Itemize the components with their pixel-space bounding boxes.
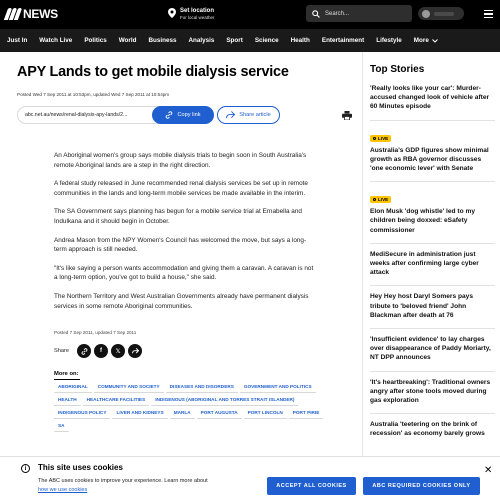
article-paragraph: The SA Government says planning has begun for a mobile service trial at Ernabella and Indulkana and it should begin in October. [54, 208, 302, 225]
accept-all-cookies-button[interactable]: ACCEPT ALL COOKIES [267, 477, 356, 495]
share-arrow-icon[interactable] [128, 344, 142, 358]
cookie-text: The ABC uses cookies to improve your experience. Learn more about [38, 478, 208, 484]
more-on-underline [54, 379, 80, 380]
story-title[interactable]: 'Really looks like your car': Murder-accused changed look of vehicle after 60 Minutes episode [370, 85, 490, 111]
top-stories-list [370, 84, 495, 447]
topic-tag[interactable]: HEALTHCARE FACILITIES [83, 394, 150, 406]
copy-link-label: Copy link [177, 112, 201, 118]
account-name-placeholder [434, 12, 454, 16]
topic-tag[interactable]: MARLA [170, 407, 195, 419]
live-badge: LIVE [370, 196, 391, 203]
search-input[interactable] [306, 5, 412, 22]
story-title[interactable]: Australia's GDP figures show minimal growth as RBA governor discusses 'one economic lever' with Senate [370, 146, 489, 173]
nav-more-label: More [413, 37, 429, 44]
nav-item-watch-live[interactable]: Watch Live [39, 37, 73, 44]
article-paragraph: The Northern Territory and West Australian Governments already have permanent dialysis services in some remote Aboriginal communities. [54, 292, 309, 310]
topic-tag[interactable]: PORT PIRIE [289, 407, 324, 419]
main-nav [0, 29, 500, 52]
copy-link-icon[interactable] [77, 344, 91, 358]
topic-tag[interactable]: INDIGENOUS (ABORIGINAL AND TORRES STRAIT ISLANDER) [151, 394, 298, 406]
logo-text: NEWS [23, 7, 58, 21]
set-location-title: Set location [180, 8, 215, 14]
cookie-policy-link[interactable]: how we use cookies [38, 486, 88, 493]
story-item[interactable] [370, 243, 495, 286]
topic-tag[interactable]: SA [54, 420, 69, 432]
required-cookies-only-button[interactable]: ABC REQUIRED COOKIES ONLY [363, 477, 480, 495]
facebook-icon[interactable]: f [94, 344, 108, 358]
live-dot-icon [373, 137, 376, 140]
story-title[interactable]: 'It's heartbreaking': Traditional owners angry after stone tools moved during gas exploration [370, 378, 491, 405]
story-title[interactable]: Hey Hey host Daryl Somers pays tribute to 'beloved friend' John Blackman after death at 76 [370, 293, 473, 319]
location-pin-icon [168, 8, 176, 18]
link-icon [165, 111, 173, 119]
nav-item-politics[interactable]: Politics [84, 37, 107, 44]
nav-item-more[interactable] [414, 37, 438, 44]
topic-tag[interactable]: PORT AUGUSTA [197, 407, 242, 419]
story-item[interactable] [370, 328, 495, 371]
story-item[interactable] [370, 84, 495, 120]
nav-item-entertainment[interactable]: Entertainment [321, 37, 365, 44]
article-paragraph: An Aboriginal women's group says mobile dialysis trials to begin soon in South Australia's remote Aboriginal lands are a step in the right direction. [54, 152, 307, 169]
nav-item-business[interactable]: Business [148, 37, 177, 44]
cookie-description [38, 477, 213, 495]
info-icon: i [21, 464, 30, 473]
search-placeholder: Search... [325, 10, 350, 17]
story-item[interactable] [370, 120, 495, 182]
story-item[interactable] [370, 371, 495, 414]
set-location-button[interactable] [168, 7, 215, 21]
social-share-buttons [77, 344, 142, 358]
story-title[interactable]: MediSecure in administration just weeks after confirming large cyber attack [370, 250, 479, 277]
live-badge: LIVE [370, 135, 391, 142]
copy-link-button[interactable] [152, 106, 214, 124]
share-label: Share [54, 348, 69, 354]
abc-news-logo[interactable] [6, 7, 58, 21]
story-item[interactable] [370, 285, 495, 328]
article-paragraph: "It's like saying a person wants accommodation and giving them a caravan. A caravan is not a long-term option, you've got to build a house," she said. [54, 264, 314, 282]
set-location-subtitle: For local weather [180, 15, 215, 20]
topic-tag[interactable]: LIVER AND KIDNEYS [112, 407, 167, 419]
live-dot-icon [373, 198, 376, 201]
account-button[interactable] [418, 7, 464, 20]
story-title[interactable]: Elon Musk 'dog whistle' led to my children being doxxed: eSafety commissioner [370, 208, 475, 234]
topic-tag[interactable]: COMMUNITY AND SOCIETY [94, 381, 164, 393]
nav-item-health[interactable]: Health [290, 37, 310, 44]
top-header [0, 0, 500, 29]
more-on-heading: More on: [54, 371, 79, 377]
story-title[interactable]: 'Insufficient evidence' to lay charges over disappearance of Paddy Moriarty, NT DPP announces [370, 336, 491, 362]
nav-item-lifestyle[interactable]: Lifestyle [376, 37, 402, 44]
nav-item-analysis[interactable]: Analysis [188, 37, 215, 44]
cookie-title: This site uses cookies [38, 463, 123, 472]
sidebar-divider [362, 52, 363, 500]
article-paragraph: Andrea Mason from the NPY Women's Council has welcomed the move, but says a long-term approach is still needed. [54, 236, 307, 254]
story-item[interactable] [370, 181, 495, 243]
topic-tag[interactable]: ABORIGINAL [54, 381, 92, 393]
story-title[interactable]: Australia 'teetering on the brink of recession' as economy barely grows [370, 421, 485, 438]
story-item[interactable] [370, 413, 495, 446]
cookie-banner [0, 456, 500, 500]
search-icon [312, 10, 320, 18]
share-article-button[interactable] [217, 106, 280, 124]
print-icon[interactable] [342, 111, 352, 120]
article-url: abc.net.au/news/renal-dialysis-apy-lands/2... [25, 112, 128, 118]
topic-tag[interactable]: HEALTH [54, 394, 81, 406]
avatar-icon [422, 10, 430, 18]
nav-item-sport[interactable]: Sport [226, 37, 243, 44]
topic-tag[interactable]: DISEASES AND DISORDERS [166, 381, 238, 393]
x-twitter-icon[interactable]: 𝕏 [111, 344, 125, 358]
article-title: APY Lands to get mobile dialysis service [17, 64, 289, 80]
top-stories-heading: Top Stories [370, 64, 425, 75]
article-body [54, 151, 317, 320]
share-row [17, 106, 359, 124]
close-icon[interactable]: ✕ [484, 465, 493, 476]
share-article-label: Share article [239, 112, 271, 118]
topic-tag[interactable]: GOVERNMENT AND POLITICS [240, 381, 316, 393]
posted-timestamp: Posted 7 Sep 2011, updated 7 Sep 2011 [54, 330, 137, 335]
menu-icon[interactable] [484, 10, 493, 18]
nav-item-science[interactable]: Science [254, 37, 279, 44]
topic-tags [54, 381, 334, 433]
article-timestamp: Posted Wed 7 Sep 2011 at 10:53pm, updated Wed 7 Sep 2011 at 10:54pm [17, 92, 170, 97]
abc-logo-icon [6, 8, 20, 20]
chevron-down-icon [432, 39, 438, 43]
nav-item-just-in[interactable]: Just In [7, 37, 28, 44]
share-arrow-icon [226, 111, 235, 119]
article-paragraph: A federal study released in June recommended renal dialysis services be set up in remote communities in the lands and long-term mobile services be made available in the interim. [54, 180, 308, 197]
topic-tag[interactable]: INDIGENOUS POLICY [54, 407, 110, 419]
topic-tag[interactable]: PORT LINCOLN [244, 407, 287, 419]
nav-item-world[interactable]: World [118, 37, 137, 44]
